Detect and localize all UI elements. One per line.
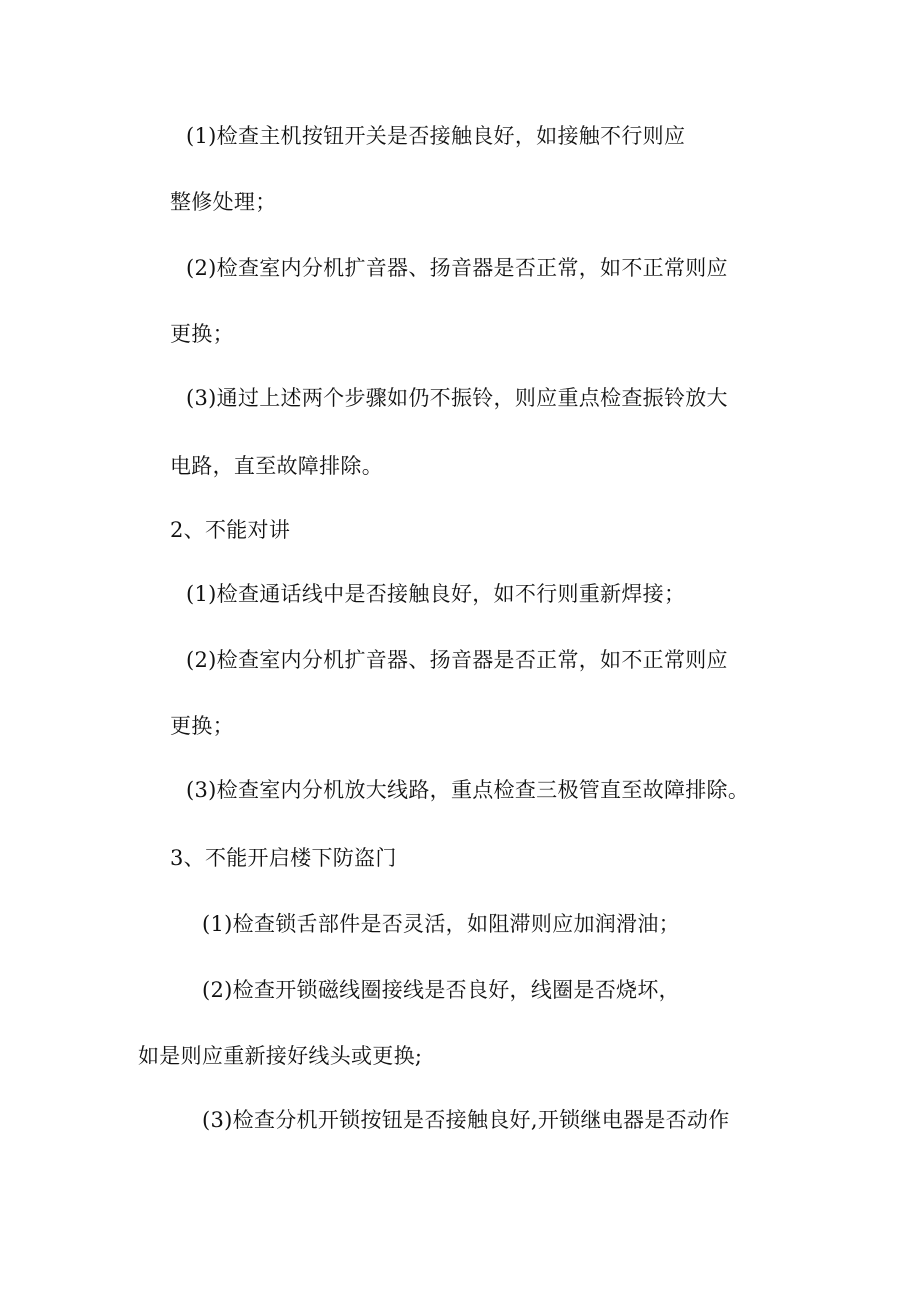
paragraph-line-1: (1)检查主机按钮开关是否接触良好，如接触不行则应: [186, 124, 686, 148]
section-heading-3: 3、不能开启楼下防盗门: [170, 846, 397, 870]
paragraph-line-15: 如是则应重新接好线头或更换;: [138, 1044, 423, 1068]
paragraph-line-13: (1)检查锁舌部件是否灵活，如阻滞则应加润滑油；: [202, 912, 680, 936]
paragraph-line-6: 电路，直至故障排除。: [170, 454, 383, 478]
paragraph-line-10: 更换；: [170, 714, 234, 738]
paragraph-line-8: (1)检查通话线中是否接触良好，如不行则重新焊接；: [186, 582, 686, 606]
paragraph-line-11: (3)检查室内分机放大线路，重点检查三极管直至故障排除。: [186, 778, 750, 802]
paragraph-line-5: (3)通过上述两个步骤如仍不振铃，则应重点检查振铃放大: [186, 386, 728, 410]
section-heading-2: 2、不能对讲: [170, 518, 291, 542]
paragraph-line-16: (3)检查分机开锁按钮是否接触良好,开锁继电器是否动作: [202, 1108, 730, 1132]
paragraph-line-2: 整修处理；: [170, 190, 277, 214]
paragraph-line-3: (2)检查室内分机扩音器、扬音器是否正常，如不正常则应: [186, 256, 728, 280]
paragraph-line-4: 更换；: [170, 322, 234, 346]
paragraph-line-9: (2)检查室内分机扩音器、扬音器是否正常，如不正常则应: [186, 648, 728, 672]
paragraph-line-14: (2)检查开锁磁线圈接线是否良好，线圈是否烧坏，: [202, 978, 680, 1002]
